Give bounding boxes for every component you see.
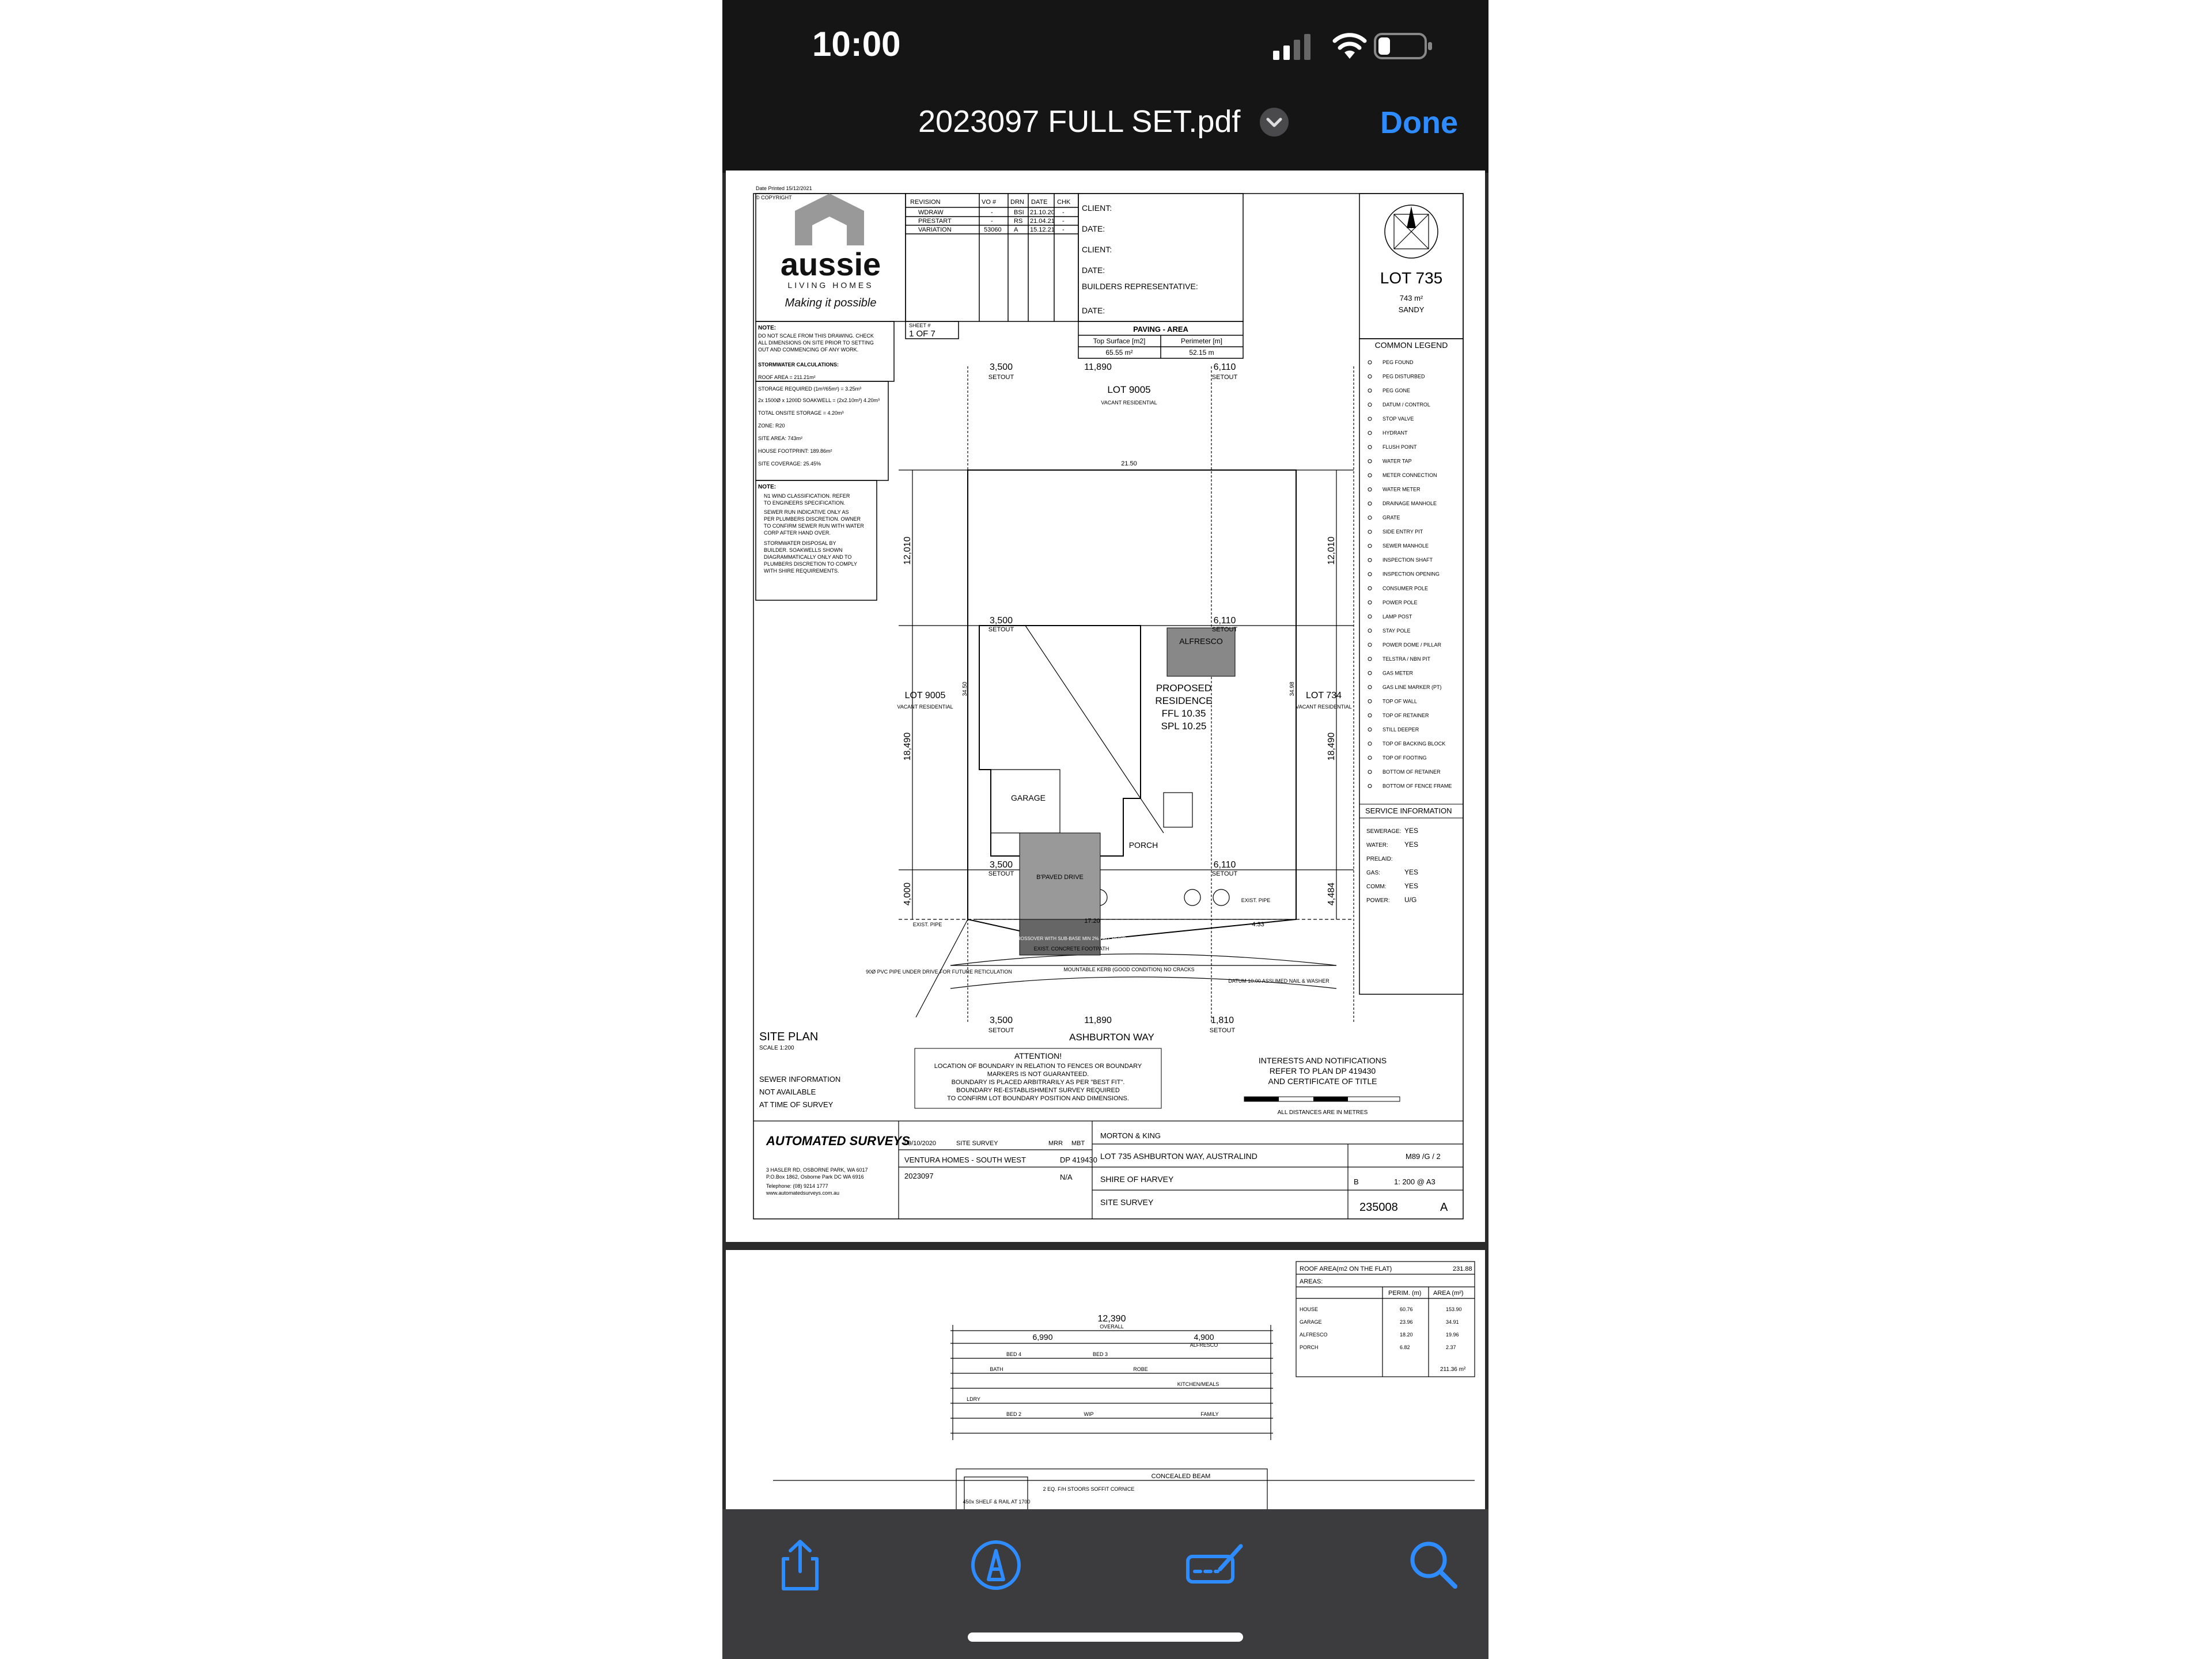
signature-icon[interactable] (1183, 1533, 1247, 1597)
svg-text:TO CONFIRM LOT BOUNDARY POSITI: TO CONFIRM LOT BOUNDARY POSITION AND DIMENSIONS. (947, 1095, 1129, 1102)
svg-text:COMMON LEGEND: COMMON LEGEND (1374, 340, 1448, 350)
svg-text:MRR: MRR (1048, 1140, 1063, 1147)
wifi-icon (1332, 29, 1368, 60)
svg-text:VO #: VO # (982, 199, 997, 206)
svg-text:BOUNDARY RE-ESTABLISHMENT SURV: BOUNDARY RE-ESTABLISHMENT SURVEY REQUIRED (956, 1087, 1120, 1094)
svg-text:LOT 734: LOT 734 (1306, 691, 1342, 700)
svg-text:SETOUT: SETOUT (988, 374, 1014, 381)
svg-text:Top Surface [m2]: Top Surface [m2] (1093, 337, 1146, 345)
svg-text:SETOUT: SETOUT (988, 1027, 1014, 1034)
svg-text:3,500: 3,500 (989, 860, 1013, 870)
legend-item: STOP VALVE (1382, 416, 1414, 422)
svg-text:52.15 m: 52.15 m (1189, 349, 1214, 357)
svg-text:BED 2: BED 2 (1006, 1411, 1022, 1417)
svg-text:GAS:: GAS: (1366, 870, 1380, 876)
svg-text:M89 /G / 2: M89 /G / 2 (1406, 1152, 1441, 1161)
legend-symbol (1368, 643, 1372, 646)
svg-text:2.37: 2.37 (1446, 1344, 1456, 1350)
svg-text:© COPYRIGHT: © COPYRIGHT (756, 195, 792, 200)
title-block (753, 1121, 1463, 1219)
legend-symbol (1368, 629, 1372, 632)
svg-text:21.50: 21.50 (1121, 460, 1137, 467)
svg-text:LDRY: LDRY (967, 1396, 980, 1402)
site-plan-drawing (726, 171, 1485, 1242)
legend-item: WATER METER (1382, 486, 1421, 493)
svg-text:EXIST. PIPE: EXIST. PIPE (1241, 897, 1271, 903)
svg-text:BSI: BSI (1014, 209, 1024, 216)
svg-text:3 HASLER RD, OSBORNE PARK, WA: 3 HASLER RD, OSBORNE PARK, WA 6017 (766, 1167, 868, 1173)
svg-text:SETOUT: SETOUT (988, 626, 1014, 633)
svg-text:ZONE: R20: ZONE: R20 (758, 423, 785, 429)
svg-text:GARAGE: GARAGE (1011, 793, 1046, 802)
legend-item: WATER TAP (1382, 458, 1412, 464)
svg-text:18,490: 18,490 (1327, 732, 1336, 761)
legend-item: GRATE (1382, 514, 1400, 521)
svg-text:LOT 9005: LOT 9005 (1107, 384, 1151, 395)
svg-text:11,890: 11,890 (1084, 1016, 1112, 1025)
svg-text:SETOUT: SETOUT (1211, 626, 1238, 633)
svg-text:SITE AREA: 743m²: SITE AREA: 743m² (758, 435, 803, 441)
legend-item: DRAINAGE MANHOLE (1382, 501, 1437, 507)
legend-item: BOTTOM OF RETAINER (1382, 768, 1441, 775)
svg-text:NOTE:: NOTE: (758, 325, 777, 331)
svg-text:12,010: 12,010 (1327, 536, 1336, 565)
svg-text:ASHBURTON WAY: ASHBURTON WAY (1069, 1032, 1154, 1043)
legend-item: TOP OF BACKING BLOCK (1382, 740, 1446, 747)
svg-text:PAVING - AREA: PAVING - AREA (1133, 325, 1188, 334)
legend-symbol (1368, 784, 1372, 787)
svg-text:SERVICE INFORMATION: SERVICE INFORMATION (1365, 806, 1452, 815)
svg-text:U/G: U/G (1404, 896, 1417, 904)
svg-text:60.76: 60.76 (1400, 1306, 1413, 1312)
legend-item: PEG DISTURBED (1382, 373, 1425, 380)
svg-text:MARKERS IS NOT GUARANTEED.: MARKERS IS NOT GUARANTEED. (987, 1071, 1089, 1078)
svg-text:SETOUT: SETOUT (1211, 374, 1238, 381)
svg-text:Telephone: (08) 9214 1777: Telephone: (08) 9214 1777 (766, 1183, 828, 1189)
legend-item: PEG GONE (1382, 388, 1411, 394)
svg-text:3,500: 3,500 (989, 1016, 1013, 1025)
svg-text:MBT: MBT (1071, 1140, 1085, 1147)
svg-text:90Ø PVC PIPE UNDER DRIVE FOR F: 90Ø PVC PIPE UNDER DRIVE FOR FUTURE RETICULATION (866, 969, 1012, 975)
legend-item: INSPECTION OPENING (1382, 571, 1440, 577)
legend-item: DATUM / CONTROL (1382, 402, 1430, 408)
legend-symbol (1368, 586, 1372, 590)
svg-text:1: 200 @ A3: 1: 200 @ A3 (1394, 1177, 1435, 1186)
svg-text:23.96: 23.96 (1400, 1319, 1413, 1325)
svg-text:PRESTART: PRESTART (918, 218, 952, 225)
svg-text:DATE: DATE (1031, 199, 1048, 206)
svg-text:SITE PLAN: SITE PLAN (759, 1031, 819, 1043)
svg-text:21.04.21: 21.04.21 (1030, 218, 1055, 225)
svg-text:AREA (m²): AREA (m²) (1433, 1290, 1464, 1297)
svg-text:STORMWATER CALCULATIONS:: STORMWATER CALCULATIONS: (758, 362, 839, 368)
legend-symbol (1368, 657, 1372, 661)
legend-symbol (1368, 558, 1372, 562)
svg-text:-: - (1062, 226, 1065, 233)
document-title[interactable]: 2023097 FULL SET.pdf (918, 104, 1241, 139)
svg-text:34.98: 34.98 (1289, 681, 1296, 696)
legend-symbol (1368, 699, 1372, 703)
legend-symbol (1368, 742, 1372, 745)
svg-text:B: B (1354, 1177, 1359, 1186)
svg-text:PLUMBERS DISCRETION TO COMPLY: PLUMBERS DISCRETION TO COMPLY (764, 561, 858, 567)
svg-text:PER PLUMBERS DISCRETION. OWNER: PER PLUMBERS DISCRETION. OWNER (764, 516, 861, 522)
svg-text:WATER:: WATER: (1366, 842, 1388, 849)
svg-text:YES: YES (1404, 840, 1419, 849)
svg-text:DP 419430: DP 419430 (1060, 1156, 1097, 1164)
svg-text:4,900: 4,900 (1194, 1332, 1214, 1342)
svg-text:4,000: 4,000 (903, 882, 912, 906)
svg-text:ATTENTION!: ATTENTION! (1014, 1051, 1062, 1060)
svg-text:SEWERAGE:: SEWERAGE: (1366, 828, 1402, 835)
battery-icon (1373, 32, 1433, 60)
svg-text:SETOUT: SETOUT (988, 870, 1014, 877)
svg-text:TO ENGINEERS SPECIFICATION.: TO ENGINEERS SPECIFICATION. (764, 500, 846, 506)
svg-text:B'PAVED CROSSOVER WITH SUB-BAS: B'PAVED CROSSOVER WITH SUB-BASE MIN 2% FALL REQ'D (994, 936, 1126, 941)
areas-table (1296, 1262, 1475, 1377)
svg-text:KITCHEN/MEALS: KITCHEN/MEALS (1177, 1381, 1219, 1387)
svg-text:SPL 10.25: SPL 10.25 (1161, 721, 1207, 732)
svg-text:2023097: 2023097 (904, 1172, 934, 1180)
svg-text:743 m²: 743 m² (1399, 294, 1423, 302)
svg-text:65.55 m²: 65.55 m² (1105, 349, 1133, 357)
svg-text:N1 WIND CLASSIFICATION. REFER: N1 WIND CLASSIFICATION. REFER (764, 493, 850, 499)
legend-symbol (1368, 431, 1372, 435)
svg-text:1,810: 1,810 (1210, 1016, 1234, 1025)
svg-text:18.20: 18.20 (1400, 1332, 1413, 1338)
svg-text:P.O.Box 1862, Osborne Park DC: P.O.Box 1862, Osborne Park DC WA 6916 (766, 1174, 864, 1180)
svg-text:6,110: 6,110 (1213, 616, 1236, 626)
legend-symbol (1368, 685, 1372, 689)
svg-text:COMM:: COMM: (1366, 884, 1387, 890)
legend-item: POWER DOME / PILLAR (1382, 642, 1442, 648)
svg-text:BED 4: BED 4 (1006, 1351, 1022, 1357)
svg-text:231.88: 231.88 (1453, 1266, 1472, 1272)
legend-item: HYDRANT (1382, 430, 1408, 436)
svg-text:ALFRESCO: ALFRESCO (1300, 1332, 1328, 1338)
legend-symbol (1368, 502, 1372, 505)
svg-text:6,110: 6,110 (1213, 362, 1236, 372)
legend-symbol (1368, 615, 1372, 618)
svg-text:SHIRE OF HARVEY: SHIRE OF HARVEY (1100, 1175, 1174, 1184)
svg-text:AUTOMATED SURVEYS: AUTOMATED SURVEYS (766, 1134, 910, 1148)
svg-text:PORCH: PORCH (1128, 840, 1158, 850)
svg-text:ROBE: ROBE (1133, 1366, 1148, 1372)
svg-text:LIVING HOMES: LIVING HOMES (787, 281, 874, 290)
svg-text:VACANT RESIDENTIAL: VACANT RESIDENTIAL (1296, 704, 1352, 710)
svg-text:MORTON & KING: MORTON & KING (1100, 1131, 1161, 1140)
svg-text:53060: 53060 (984, 226, 1002, 233)
legend-symbol (1368, 756, 1372, 759)
svg-text:NOT AVAILABLE: NOT AVAILABLE (759, 1088, 816, 1096)
svg-text:3,500: 3,500 (989, 362, 1013, 372)
svg-text:DIAGRAMMATICALLY ONLY AND TO: DIAGRAMMATICALLY ONLY AND TO (764, 554, 852, 560)
legend-symbol (1368, 544, 1372, 548)
legend-item: SEWER MANHOLE (1382, 543, 1429, 549)
svg-text:CONCEALED BEAM: CONCEALED BEAM (1151, 1473, 1211, 1480)
svg-text:DRN: DRN (1010, 199, 1024, 206)
search-icon[interactable] (1402, 1533, 1465, 1597)
svg-text:TOTAL ONSITE STORAGE = 4.20m³: TOTAL ONSITE STORAGE = 4.20m³ (758, 410, 844, 416)
legend-symbol (1368, 770, 1372, 774)
svg-text:EXIST. PIPE: EXIST. PIPE (912, 922, 942, 927)
svg-text:SETOUT: SETOUT (1211, 870, 1238, 877)
svg-text:CHK: CHK (1057, 199, 1071, 206)
svg-text:CORP AFTER HAND OVER.: CORP AFTER HAND OVER. (764, 530, 831, 536)
svg-text:PORCH: PORCH (1300, 1344, 1319, 1350)
svg-text:PERIM. (m): PERIM. (m) (1388, 1290, 1422, 1297)
svg-text:YES: YES (1404, 827, 1419, 835)
svg-text:VACANT RESIDENTIAL: VACANT RESIDENTIAL (1101, 400, 1157, 406)
legend-symbol (1368, 375, 1372, 378)
legend-item: CONSUMER POLE (1382, 585, 1429, 592)
north-arrow (1385, 205, 1438, 258)
svg-text:FAMILY: FAMILY (1200, 1411, 1219, 1417)
svg-text:N/A: N/A (1060, 1173, 1073, 1181)
svg-text:BATH: BATH (990, 1366, 1003, 1372)
svg-text:AREAS:: AREAS: (1300, 1278, 1323, 1285)
legend-symbol (1368, 573, 1372, 576)
legend-symbol (1368, 474, 1372, 477)
svg-text:DATE:: DATE: (1082, 266, 1105, 275)
svg-text:RESIDENCE: RESIDENCE (1155, 695, 1213, 706)
svg-text:A: A (1440, 1201, 1448, 1214)
legend-symbol (1368, 445, 1372, 449)
done-button[interactable]: Done (1380, 105, 1458, 140)
svg-text:VARIATION: VARIATION (918, 226, 952, 233)
svg-text:12,010: 12,010 (903, 536, 912, 565)
svg-text:aussie: aussie (780, 246, 881, 282)
svg-text:4,484: 4,484 (1327, 882, 1336, 906)
svg-text:SHEET #: SHEET # (909, 323, 931, 328)
pdf-page-2 (726, 1250, 1485, 1515)
svg-text:21.10.20: 21.10.20 (1030, 209, 1055, 216)
svg-text:6,110: 6,110 (1213, 860, 1236, 870)
legend-item: BOTTOM OF FENCE FRAME (1382, 783, 1452, 789)
svg-text:YES: YES (1404, 868, 1419, 876)
legend-symbol (1368, 460, 1372, 463)
svg-text:EXIST. CONCRETE FOOTPATH: EXIST. CONCRETE FOOTPATH (1033, 946, 1109, 952)
legend-item: SIDE ENTRY PIT (1382, 529, 1423, 535)
legend-item: LAMP POST (1382, 613, 1412, 620)
svg-text:PRELAID:: PRELAID: (1366, 856, 1393, 862)
svg-text:HOUSE: HOUSE (1300, 1306, 1319, 1312)
svg-text:SEWER INFORMATION: SEWER INFORMATION (759, 1075, 841, 1084)
chevron-down-icon[interactable] (1259, 107, 1289, 137)
svg-text:-: - (991, 218, 993, 225)
legend-item: PEG FOUND (1382, 359, 1414, 365)
legend-symbol (1368, 530, 1372, 533)
svg-text:211.36 m²: 211.36 m² (1440, 1366, 1466, 1373)
svg-text:12,390: 12,390 (1097, 1314, 1126, 1324)
legend-symbol (1368, 671, 1372, 675)
svg-text:FFL 10.35: FFL 10.35 (1161, 708, 1206, 719)
legend-item: INSPECTION SHAFT (1382, 557, 1433, 563)
svg-text:-: - (1062, 218, 1065, 225)
svg-text:6,990: 6,990 (1032, 1332, 1053, 1342)
svg-text:GARAGE: GARAGE (1300, 1319, 1322, 1325)
svg-text:INTERESTS AND NOTIFICATIONS: INTERESTS AND NOTIFICATIONS (1258, 1056, 1387, 1065)
svg-text:STORAGE REQUIRED (1m³/65m²) =: STORAGE REQUIRED (1m³/65m²) = 3.25m³ (758, 386, 862, 392)
legend-symbol (1368, 601, 1372, 604)
svg-text:LOT 9005: LOT 9005 (904, 691, 946, 700)
svg-text:SITE SURVEY: SITE SURVEY (956, 1140, 998, 1147)
legend-item: TOP OF RETAINER (1382, 712, 1429, 718)
phone-screen (722, 0, 1488, 1659)
status-time: 10:00 (812, 25, 901, 63)
svg-text:TO CONFIRM SEWER RUN WITH WATE: TO CONFIRM SEWER RUN WITH WATER (764, 523, 864, 529)
legend-symbol (1368, 488, 1372, 491)
svg-text:ALL DISTANCES ARE IN METRES: ALL DISTANCES ARE IN METRES (1277, 1109, 1368, 1116)
svg-text:153.90: 153.90 (1446, 1306, 1462, 1312)
svg-text:HOUSE FOOTPRINT: 189.86m²: HOUSE FOOTPRINT: 189.86m² (758, 448, 832, 454)
company-logo (781, 194, 881, 309)
share-icon[interactable] (768, 1533, 832, 1597)
legend-symbol (1368, 417, 1372, 421)
svg-text:MOUNTABLE KERB (GOOD CONDITION: MOUNTABLE KERB (GOOD CONDITION) NO CRACKS (1063, 967, 1195, 972)
svg-text:REFER TO PLAN DP 419430: REFER TO PLAN DP 419430 (1269, 1066, 1376, 1075)
svg-text:POWER:: POWER: (1366, 897, 1390, 904)
svg-text:DATE:: DATE: (1082, 224, 1105, 233)
svg-text:REVISION: REVISION (910, 199, 941, 206)
legend-symbol (1368, 403, 1372, 407)
svg-text:www.automatedsurveys.com.au: www.automatedsurveys.com.au (766, 1190, 840, 1196)
legend-item: STAY POLE (1382, 627, 1411, 634)
svg-text:A: A (1014, 226, 1018, 233)
svg-text:LOCATION OF BOUNDARY IN RELATI: LOCATION OF BOUNDARY IN RELATION TO FENCES OR BOUNDARY (934, 1063, 1142, 1070)
svg-text:LOT 735 ASHBURTON WAY, AUSTRAL: LOT 735 ASHBURTON WAY, AUSTRALIND (1100, 1152, 1257, 1161)
legend-item: FLUSH POINT (1382, 444, 1417, 450)
svg-text:OVERALL: OVERALL (1100, 1324, 1124, 1330)
legend-item: TELSTRA / NBN PIT (1382, 656, 1431, 662)
legend-symbol (1368, 728, 1372, 731)
svg-text:DATE:: DATE: (1082, 306, 1105, 315)
svg-text:ALFRESCO: ALFRESCO (1190, 1342, 1218, 1348)
svg-text:RS: RS (1014, 218, 1023, 225)
svg-text:AND CERTIFICATE OF TITLE: AND CERTIFICATE OF TITLE (1268, 1077, 1377, 1086)
legend-item: POWER POLE (1382, 599, 1418, 605)
svg-text:SITE SURVEY: SITE SURVEY (1100, 1198, 1154, 1207)
svg-text:ALL DIMENSIONS ON SITE PRIOR T: ALL DIMENSIONS ON SITE PRIOR TO SETTING (758, 340, 874, 346)
svg-text:PROPOSED: PROPOSED (1156, 683, 1212, 694)
svg-text:3,500: 3,500 (989, 616, 1013, 626)
svg-text:BED 3: BED 3 (1092, 1351, 1108, 1357)
svg-text:SITE COVERAGE: 25.45%: SITE COVERAGE: 25.45% (758, 461, 821, 467)
pdf-page-1 (726, 171, 1485, 1242)
svg-text:BOUNDARY IS PLACED ARBITRARILY: BOUNDARY IS PLACED ARBITRARILY AS PER "BEST FIT". (951, 1079, 1125, 1086)
svg-text:WIP: WIP (1084, 1411, 1094, 1417)
legend-symbol (1368, 361, 1372, 364)
legend-item: TOP OF FOOTING (1382, 755, 1427, 761)
svg-text:450x SHELF & RAIL AT 1700: 450x SHELF & RAIL AT 1700 (963, 1499, 1031, 1505)
svg-text:34.50: 34.50 (962, 681, 968, 696)
legend-item: STILL DEEPER (1382, 726, 1419, 733)
floor-plan-drawing (726, 1250, 1485, 1515)
svg-text:1 OF 7: 1 OF 7 (909, 329, 935, 339)
svg-text:SANDY: SANDY (1398, 305, 1425, 314)
svg-text:4.33: 4.33 (1252, 921, 1264, 928)
svg-text:SCALE 1:200: SCALE 1:200 (759, 1045, 794, 1051)
svg-text:18,490: 18,490 (903, 732, 912, 761)
svg-text:SEWER RUN INDICATIVE ONLY AS: SEWER RUN INDICATIVE ONLY AS (764, 509, 849, 515)
svg-text:VACANT RESIDENTIAL: VACANT RESIDENTIAL (897, 704, 953, 710)
svg-text:DO NOT SCALE FROM THIS DRAWING: DO NOT SCALE FROM THIS DRAWING. CHECK (758, 333, 874, 339)
home-indicator[interactable] (968, 1633, 1243, 1642)
svg-text:-: - (1062, 209, 1065, 216)
svg-text:STORMWATER DISPOSAL BY: STORMWATER DISPOSAL BY (764, 540, 836, 546)
legend-item: TOP OF WALL (1382, 698, 1417, 704)
svg-text:WDRAW: WDRAW (918, 209, 944, 216)
top-bar (722, 0, 1488, 173)
svg-text:-: - (991, 209, 993, 216)
svg-text:CLIENT:: CLIENT: (1082, 203, 1112, 213)
svg-text:ROOF AREA(m2 ON THE FLAT): ROOF AREA(m2 ON THE FLAT) (1300, 1266, 1392, 1272)
svg-text:11,890: 11,890 (1084, 362, 1112, 372)
svg-text:WITH SHIRE REQUIREMENTS.: WITH SHIRE REQUIREMENTS. (764, 568, 839, 574)
cellular-signal-icon (1272, 33, 1312, 60)
legend-symbol (1368, 714, 1372, 717)
attention-box (915, 1048, 1400, 1116)
svg-text:17.20: 17.20 (1084, 918, 1100, 925)
svg-text:6.82: 6.82 (1400, 1344, 1410, 1350)
svg-text:2x 1500Ø x 1200D SOAKWELL = (2: 2x 1500Ø x 1200D SOAKWELL = (2x2.10m³) 4.20m³ (758, 397, 880, 403)
svg-text:DATUM 10.00 ASSUMED NAIL & WAS: DATUM 10.00 ASSUMED NAIL & WASHER (1228, 978, 1330, 984)
svg-text:CLIENT:: CLIENT: (1082, 245, 1112, 254)
svg-text:ALFRESCO: ALFRESCO (1179, 637, 1223, 646)
svg-text:Making it possible: Making it possible (785, 297, 877, 309)
svg-text:09/10/2020: 09/10/2020 (904, 1140, 937, 1147)
svg-text:19.96: 19.96 (1446, 1332, 1459, 1338)
svg-text:VENTURA HOMES - SOUTH WEST: VENTURA HOMES - SOUTH WEST (904, 1156, 1026, 1164)
svg-text:Date Printed 15/12/2021: Date Printed 15/12/2021 (756, 185, 812, 191)
legend-item: METER CONNECTION (1382, 472, 1437, 479)
svg-text:15.12.21: 15.12.21 (1030, 226, 1055, 233)
legend-item: GAS LINE MARKER (PT) (1382, 684, 1442, 690)
svg-text:34.91: 34.91 (1446, 1319, 1459, 1325)
svg-text:BUILDER. SOAKWELLS SHOWN: BUILDER. SOAKWELLS SHOWN (764, 547, 843, 553)
svg-text:AT TIME OF SURVEY: AT TIME OF SURVEY (759, 1100, 834, 1109)
svg-text:OUT AND COMMENCING OF ANY WORK: OUT AND COMMENCING OF ANY WORK. (758, 347, 859, 353)
svg-text:LOT 735: LOT 735 (1380, 269, 1443, 287)
site-plan (866, 362, 1354, 1043)
legend-symbol (1368, 389, 1372, 392)
markup-pen-icon[interactable] (964, 1533, 1028, 1597)
svg-text:Perimeter [m]: Perimeter [m] (1180, 337, 1223, 345)
svg-text:2 EQ. F/H STOORS SOFFIT CORNIC: 2 EQ. F/H STOORS SOFFIT CORNICE (1043, 1486, 1135, 1492)
svg-text:NOTE:: NOTE: (758, 484, 777, 490)
legend-item: GAS METER (1382, 670, 1414, 676)
svg-text:235008: 235008 (1359, 1201, 1398, 1214)
svg-text:BUILDERS REPRESENTATIVE:: BUILDERS REPRESENTATIVE: (1082, 282, 1198, 291)
svg-text:YES: YES (1404, 882, 1419, 890)
svg-text:SETOUT: SETOUT (1209, 1027, 1236, 1034)
legend-symbol (1368, 516, 1372, 520)
svg-text:B'PAVED DRIVE: B'PAVED DRIVE (1036, 874, 1084, 881)
svg-text:ROOF AREA = 211.21m²: ROOF AREA = 211.21m² (758, 374, 816, 380)
